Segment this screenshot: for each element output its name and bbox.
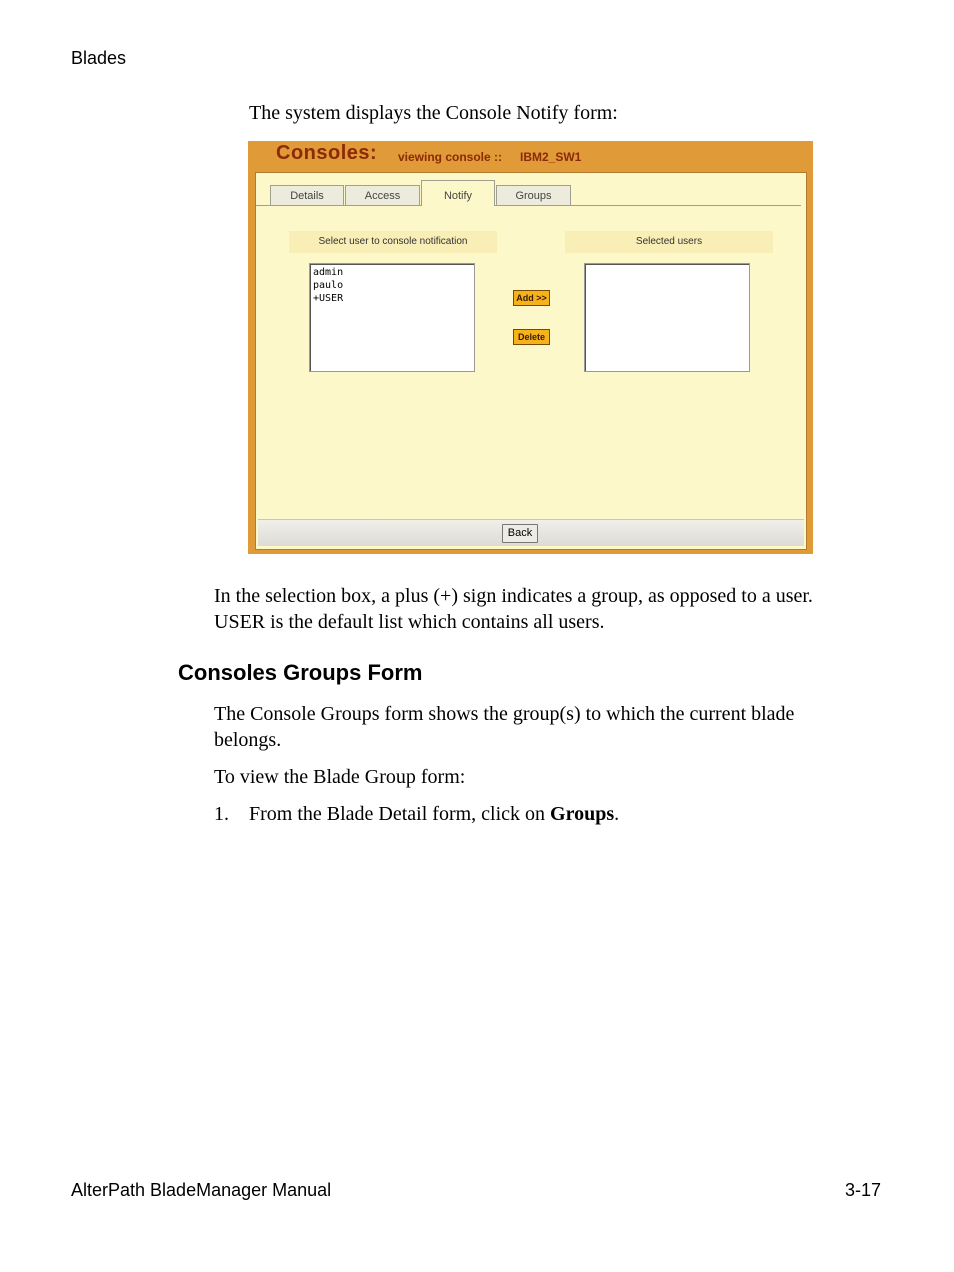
list-item[interactable]: +USER — [313, 293, 344, 304]
tab-details[interactable]: Details — [270, 185, 344, 205]
step-period: . — [614, 803, 620, 825]
form-body — [255, 172, 807, 550]
selected-users-list[interactable] — [584, 263, 750, 372]
list-item[interactable]: admin — [313, 267, 344, 278]
add-button[interactable]: Add >> — [513, 290, 550, 306]
section-heading: Consoles Groups Form — [178, 660, 423, 685]
list-item[interactable]: paulo — [313, 280, 344, 291]
form-subtitle-label: viewing console :: — [398, 150, 503, 164]
delete-button[interactable]: Delete — [513, 329, 550, 345]
console-notify-screenshot — [248, 141, 813, 554]
page-number: 3-17 — [844, 1180, 881, 1200]
available-users-list[interactable] — [309, 263, 475, 372]
para1-line1: In the selection box, a plus (+) sign indicates a group, as opposed to a user. — [214, 585, 813, 607]
tab-notify[interactable]: Notify — [421, 180, 495, 206]
para3: To view the Blade Group form: — [214, 766, 466, 788]
tab-groups[interactable]: Groups — [496, 185, 571, 205]
intro-text: The system displays the Console Notify form: — [249, 102, 618, 124]
available-users-header: Select user to console notification — [289, 231, 497, 253]
form-subtitle-value: IBM2_SW1 — [520, 150, 582, 164]
form-title: Consoles: — [276, 142, 378, 164]
running-head: Blades — [71, 48, 127, 68]
selected-users-header: Selected users — [565, 231, 773, 253]
footer-title: AlterPath BladeManager Manual — [71, 1180, 332, 1200]
step-number: 1. — [214, 803, 229, 825]
form-header — [248, 141, 813, 172]
tab-bar — [256, 173, 806, 206]
para1-line2: USER is the default list which contains all users. — [214, 611, 605, 633]
step-text: From the Blade Detail form, click on — [249, 803, 546, 825]
step-1 — [214, 801, 619, 827]
form-footer-bar — [258, 519, 804, 546]
para2-line2: belongs. — [214, 729, 282, 751]
step-emphasis: Groups — [550, 803, 615, 825]
back-button[interactable]: Back — [502, 524, 538, 543]
para2-line1: The Console Groups form shows the group(s) to which the current blade — [214, 703, 795, 725]
tab-access[interactable]: Access — [345, 185, 420, 205]
